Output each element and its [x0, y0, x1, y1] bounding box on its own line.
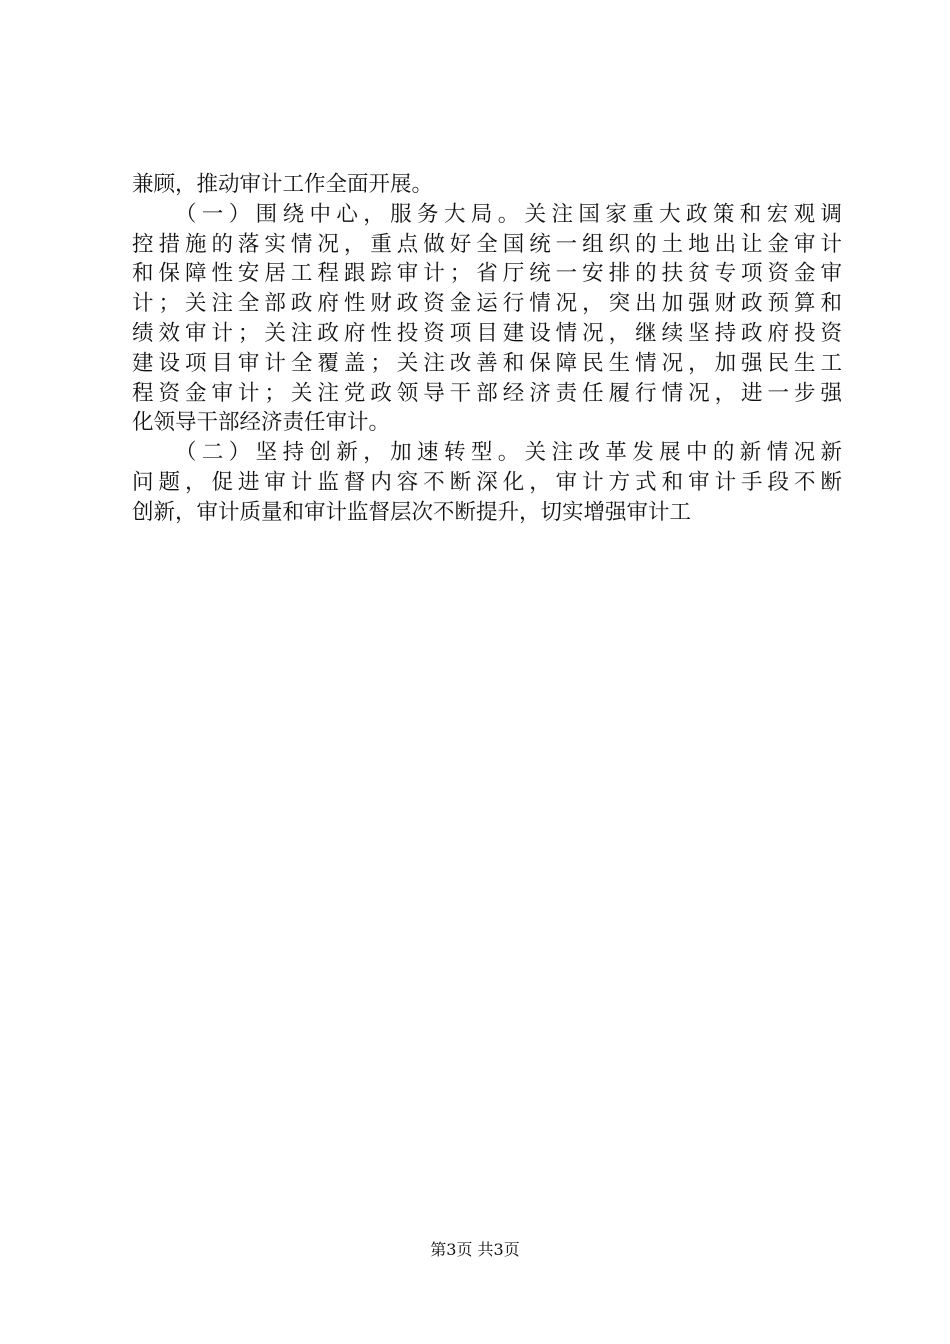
text-line: 绩效审计；关注政府性投资项目建设情况，继续坚持政府投资	[132, 320, 842, 346]
text-line: 程资金审计；关注党政领导干部经济责任履行情况，进一步强	[132, 380, 842, 406]
page-number-footer: 第3页 共3页	[430, 1240, 520, 1259]
text-line: 建设项目审计全覆盖；关注改善和保障民生情况，加强民生工	[132, 350, 842, 376]
text-line: 兼顾，推动审计工作全面开展。	[132, 172, 434, 197]
text-line: 化领导干部经济责任审计。	[132, 410, 391, 436]
text-line: 问题，促进审计监督内容不断深化，审计方式和审计手段不断	[132, 469, 842, 495]
document-body	[132, 170, 842, 528]
text-line: 创新，审计质量和审计监督层次不断提升，切实增强审计工	[132, 499, 692, 525]
paragraph-heading-line: （二）坚持创新，加速转型。关注改革发展中的新情况新	[175, 440, 842, 466]
text-line: 计；关注全部政府性财政资金运行情况，突出加强财政预算和	[132, 291, 842, 317]
text-line: 控措施的落实情况，重点做好全国统一组织的土地出让金审计	[132, 231, 842, 257]
text-line: 和保障性安居工程跟踪审计；省厅统一安排的扶贫专项资金审	[132, 261, 842, 287]
paragraph-heading-line: （一）围绕中心，服务大局。关注国家重大政策和宏观调	[175, 201, 842, 227]
